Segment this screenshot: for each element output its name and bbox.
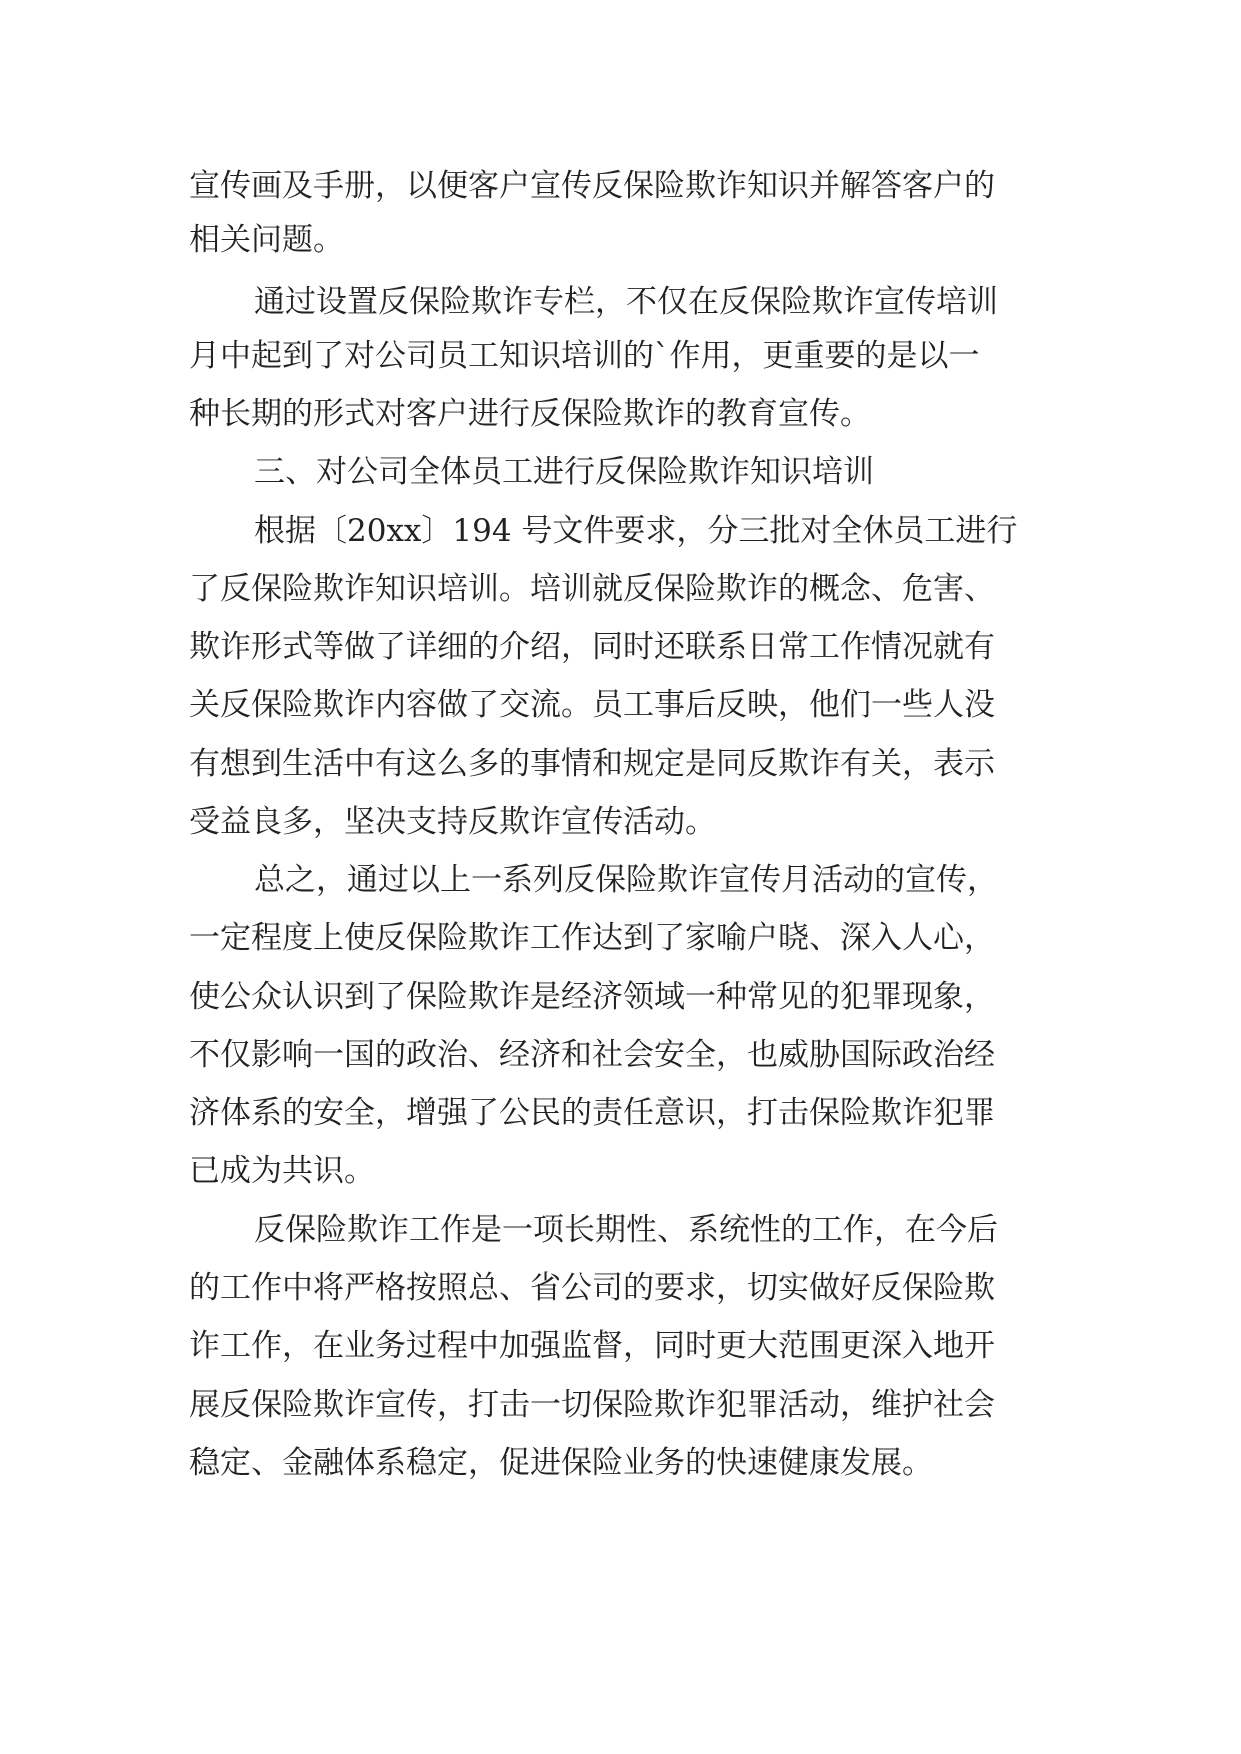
text-line: 月中起到了对公司员工知识培训的`作用，更重要的是以一 — [189, 338, 980, 374]
text-line: 诈工作，在业务过程中加强监督，同时更大范围更深入地开 — [189, 1328, 995, 1364]
text-line: 总之，通过以上一系列反保险欺诈宣传月活动的宣传， — [254, 862, 998, 898]
text-line: 有想到生活中有这么多的事情和规定是同反欺诈有关，表示 — [189, 746, 995, 782]
text-line: 相关问题。 — [189, 222, 344, 258]
text-line: 已成为共识。 — [189, 1153, 375, 1189]
text-line: 宣传画及手册，以便客户宣传反保险欺诈知识并解答客户的 — [189, 168, 995, 204]
text-line: 欺诈形式等做了详细的介绍，同时还联系日常工作情况就有 — [189, 629, 995, 665]
text-line: 的工作中将严格按照总、省公司的要求，切实做好反保险欺 — [189, 1270, 995, 1306]
text-line: 济体系的安全，增强了公民的责任意识，打击保险欺诈犯罪 — [189, 1095, 995, 1131]
text-line: 不仅影响一国的政治、经济和社会安全，也威胁国际政治经 — [189, 1037, 995, 1073]
text-line: 根据〔20xx〕194 号文件要求，分三批对全休员工进行 — [254, 513, 1018, 549]
text-line: 稳定、金融体系稳定，促进保险业务的快速健康发展。 — [189, 1445, 933, 1481]
text-line: 了反保险欺诈知识培训。培训就反保险欺诈的概念、危害、 — [189, 571, 995, 607]
text-line: 展反保险欺诈宣传，打击一切保险欺诈犯罪活动，维护社会 — [189, 1387, 995, 1423]
text-line: 使公众认识到了保险欺诈是经济领域一种常见的犯罪现象， — [189, 979, 995, 1015]
text-line: 通过设置反保险欺诈专栏，不仅在反保险欺诈宣传培训 — [254, 284, 998, 320]
text-line: 反保险欺诈工作是一项长期性、系统性的工作，在今后 — [254, 1212, 998, 1248]
text-line: 三、对公司全体员工进行反保险欺诈知识培训 — [254, 454, 874, 490]
text-line: 受益良多，坚决支持反欺诈宣传活动。 — [189, 804, 716, 840]
text-line: 关反保险欺诈内容做了交流。员工事后反映，他们一些人没 — [189, 687, 995, 723]
text-line: 一定程度上使反保险欺诈工作达到了家喻户晓、深入人心， — [189, 920, 995, 956]
text-line: 种长期的形式对客户进行反保险欺诈的教育宣传。 — [189, 396, 871, 432]
